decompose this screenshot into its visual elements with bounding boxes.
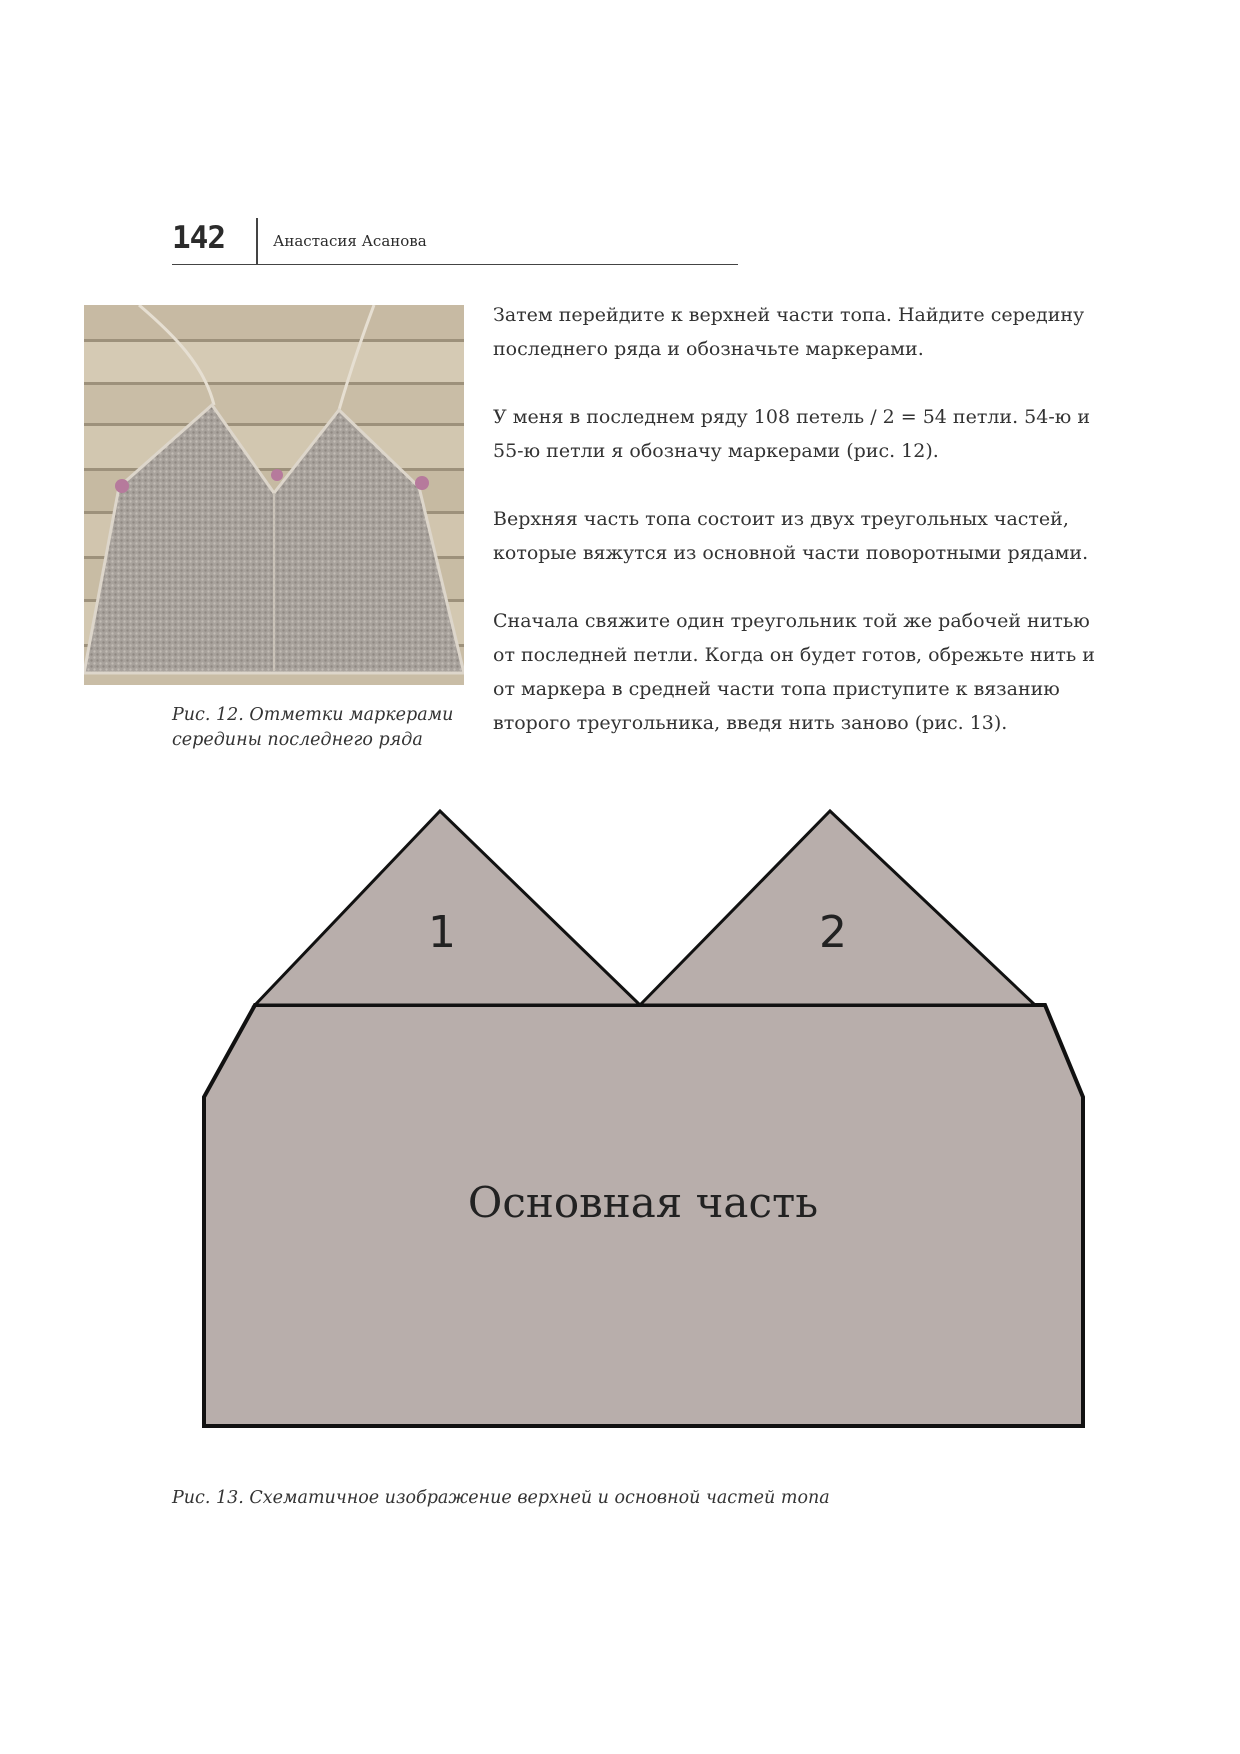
page-header [172,218,738,265]
triangle-2-label: 2 [819,907,847,958]
schematic-diagram [190,805,1100,1435]
figure-13-caption-text: Схематичное изображение верхней и основной частей топа [249,1488,830,1508]
main-part-label: Основная часть [467,1178,819,1227]
header-divider [256,218,258,264]
paragraph: Сначала свяжите один треугольник той же рабочей нитью от последней петли. Когда он будет готов, обрежьте нить и от маркера в средней части топа приступите к вязанию второго треугольника, введя нить заново (рис. 13). [493,610,1095,734]
paragraph: Верхняя часть топа состоит из двух треугольных частей, которые вяжутся из основной части поворотными рядами. [493,508,1089,564]
author-name: Анастасия Асанова [273,232,427,250]
body-text [493,298,1103,774]
paragraph: У меня в последнем ряду 108 петель / 2 = 54 петли. 54-ю и 55-ю петли я обозначу маркерами (рис. 12). [493,406,1091,462]
figure-12-caption-text: Отметки маркерами середины последнего ряда [172,705,454,750]
knitted-top-photo [84,305,464,685]
knitted-top-illustration [84,305,464,685]
triangle-1-label: 1 [428,907,456,958]
page-number: 142 [172,220,225,256]
schematic-svg [190,805,1100,1435]
figure-13-caption-prefix: Рис. 13. [172,1488,244,1508]
figure-12-caption-prefix: Рис. 12. [172,705,244,725]
paragraph: Затем перейдите к верхней части топа. Найдите середину последнего ряда и обозначьте маркерами. [493,304,1085,360]
figure-13-caption [172,1488,1072,1508]
figure-12-caption [172,703,472,753]
